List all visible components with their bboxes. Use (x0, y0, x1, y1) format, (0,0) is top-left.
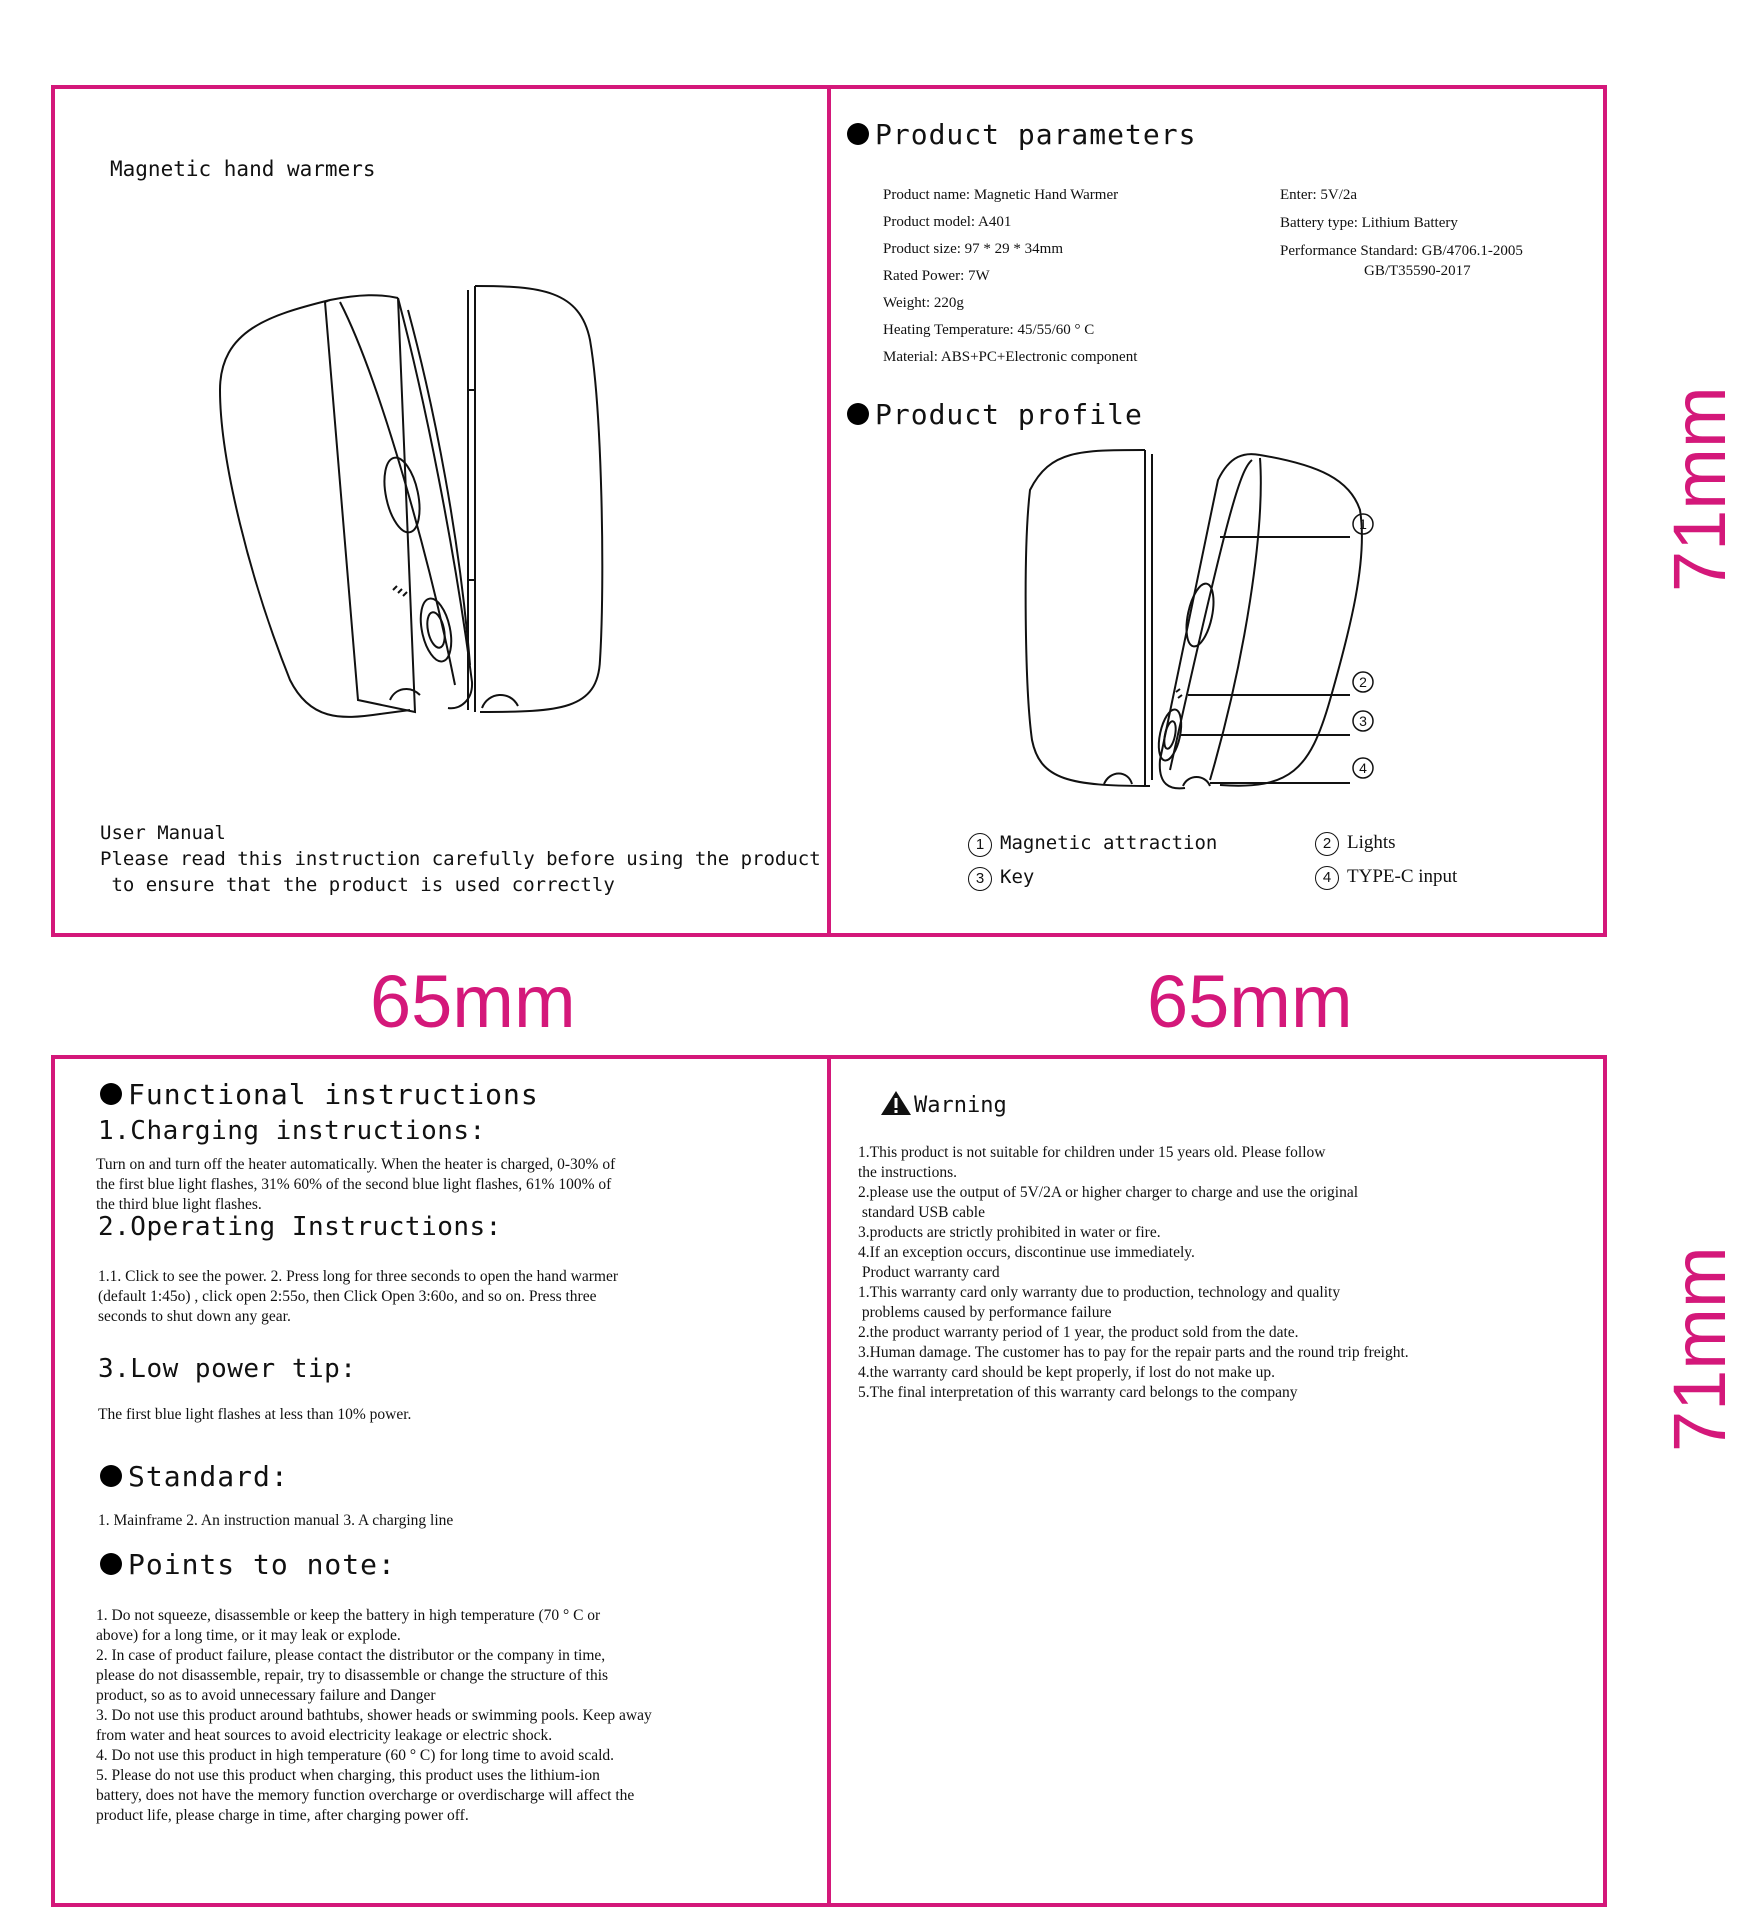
cover-title: Magnetic hand warmers (110, 157, 376, 181)
bullet-icon (847, 403, 869, 425)
standard-heading-text: Standard: (128, 1460, 289, 1493)
legend-label: TYPE-C input (1347, 866, 1458, 887)
legend-item-lights (1315, 832, 1396, 856)
functional-heading-text: Functional instructions (128, 1078, 539, 1111)
callout-4: 4 (1359, 760, 1367, 776)
dimension-height-top: 71mm (1658, 386, 1741, 592)
callout-3: 3 (1359, 713, 1367, 729)
warning-line: 3.Human damage. The customer has to pay for the repair parts and the round trip freight. (858, 1344, 1409, 1361)
warning-heading (880, 1090, 1007, 1118)
user-manual-line1: Please read this instruction carefully before using the product (100, 848, 821, 870)
legend-number: 1 (968, 833, 992, 857)
note-line: 5. Please do not use this product when charging, this product uses the lithium-ion (96, 1767, 600, 1784)
operating-text (98, 1267, 618, 1327)
warning-line: 2.the product warranty period of 1 year, the product sold from the date. (858, 1324, 1299, 1341)
charging-text (96, 1155, 615, 1215)
callout-2: 2 (1359, 674, 1367, 690)
warning-line: 4.the warranty card should be kept properly, if lost do not make up. (858, 1364, 1275, 1381)
standard-heading (100, 1460, 289, 1493)
legend-number: 3 (968, 867, 992, 891)
warning-line: Product warranty card (858, 1264, 1000, 1281)
warning-text (858, 1143, 1409, 1403)
legend-label: Lights (1347, 832, 1396, 853)
charging-line: the first blue light flashes, 31% 60% of the second blue light flashes, 61% 100% of (96, 1176, 612, 1193)
legend-label: Magnetic attraction (1000, 832, 1218, 854)
warning-line: 1.This product is not suitable for children under 15 years old. Please follow (858, 1144, 1326, 1161)
note-line: product, so as to avoid unnecessary failure and Danger (96, 1687, 436, 1704)
notes-heading (100, 1548, 396, 1581)
dimension-width-left: 65mm (370, 960, 576, 1043)
operating-line: (default 1:45o) , click open 2:55o, then Click Open 3:60o, and so on. Press three (98, 1288, 597, 1305)
param-row: Material: ABS+PC+Electronic component (883, 349, 1138, 365)
warning-heading-text: Warning (914, 1093, 1007, 1118)
param-row: Product name: Magnetic Hand Warmer (883, 187, 1119, 203)
param-row: Rated Power: 7W (883, 268, 990, 284)
low-power-title: 3.Low power tip: (98, 1354, 357, 1384)
bullet-icon (100, 1553, 122, 1575)
dimension-height-bottom: 71mm (1658, 1246, 1741, 1452)
warning-line: 2.please use the output of 5V/2A or higher charger to charge and use the original (858, 1184, 1359, 1201)
warning-line: standard USB cable (858, 1204, 985, 1221)
note-line: 4. Do not use this product in high temperature (60 ° C) for long time to avoid scald. (96, 1747, 615, 1764)
legend-item-magnetic (968, 832, 1217, 857)
bullet-icon (100, 1465, 122, 1487)
legend-number: 2 (1315, 832, 1339, 856)
warning-line: problems caused by performance failure (858, 1304, 1112, 1321)
legend-item-typec (1315, 866, 1457, 890)
notes-text (96, 1606, 652, 1826)
operating-line: seconds to shut down any gear. (98, 1308, 291, 1325)
param-battery: Battery type: Lithium Battery (1280, 215, 1458, 231)
parameters-heading-text: Product parameters (875, 118, 1197, 151)
profile-illustration (1020, 440, 1440, 800)
profile-heading-text: Product profile (875, 398, 1143, 431)
callout-1: 1 (1359, 516, 1367, 532)
warning-line: 5.The final interpretation of this warranty card belongs to the company (858, 1384, 1298, 1401)
hand-warmer-illustration (210, 280, 620, 730)
warning-line: 4.If an exception occurs, discontinue use immediately. (858, 1244, 1195, 1261)
charging-line: Turn on and turn off the heater automatically. When the heater is charged, 0-30% of (96, 1156, 616, 1173)
param-standard-line2: GB/T35590-2017 (1364, 263, 1471, 279)
charging-title: 1.Charging instructions: (98, 1116, 486, 1146)
param-row: Weight: 220g (883, 295, 964, 311)
operating-line: 1.1. Click to see the power. 2. Press long for three seconds to open the hand warmer (98, 1268, 618, 1285)
parameters-left-list (883, 182, 1137, 371)
note-line: please do not disassemble, repair, try to disassemble or change the structure of this (96, 1667, 609, 1684)
note-line: 1. Do not squeeze, disassemble or keep the battery in high temperature (70 ° C or (96, 1607, 601, 1624)
bullet-icon (847, 123, 869, 145)
param-row: Heating Temperature: 45/55/60 ° C (883, 322, 1095, 338)
parameters-heading (847, 118, 1196, 151)
legend-item-key (968, 866, 1034, 891)
note-line: above) for a long time, or it may leak or explode. (96, 1627, 401, 1644)
note-line: battery, does not have the memory function overcharge or overdischarge will affect the (96, 1787, 635, 1804)
param-row: Product size: 97 * 29 * 34mm (883, 241, 1063, 257)
legend-label: Key (1000, 866, 1035, 888)
param-standard-line1: Performance Standard: GB/4706.1-2005 (1280, 243, 1523, 259)
profile-heading (847, 398, 1143, 431)
note-line: 2. In case of product failure, please contact the distributor or the company in time, (96, 1647, 606, 1664)
bullet-icon (100, 1083, 122, 1105)
low-power-text: The first blue light flashes at less than 10% power. (98, 1406, 412, 1423)
operating-title: 2.Operating Instructions: (98, 1212, 502, 1242)
note-line: from water and heat sources to avoid electricity leakage or electric shock. (96, 1727, 553, 1744)
dimension-width-right: 65mm (1147, 960, 1353, 1043)
param-enter: Enter: 5V/2a (1280, 187, 1358, 203)
functional-heading (100, 1078, 539, 1111)
standard-text: 1. Mainframe 2. An instruction manual 3. A charging line (98, 1512, 454, 1529)
warning-line: the instructions. (858, 1164, 958, 1181)
charging-line: the third blue light flashes. (96, 1196, 262, 1213)
user-manual-label: User Manual (100, 822, 226, 844)
warning-icon (880, 1090, 912, 1116)
notes-heading-text: Points to note: (128, 1548, 396, 1581)
param-row: Product model: A401 (883, 214, 1012, 230)
note-line: product life, please charge in time, after charging power off. (96, 1807, 469, 1824)
user-manual-line2: to ensure that the product is used correctly (100, 874, 615, 896)
legend-number: 4 (1315, 866, 1339, 890)
warning-line: 1.This warranty card only warranty due to production, technology and quality (858, 1284, 1341, 1301)
note-line: 3. Do not use this product around bathtubs, shower heads or swimming pools. Keep away (96, 1707, 652, 1724)
warning-line: 3.products are strictly prohibited in water or fire. (858, 1224, 1161, 1241)
